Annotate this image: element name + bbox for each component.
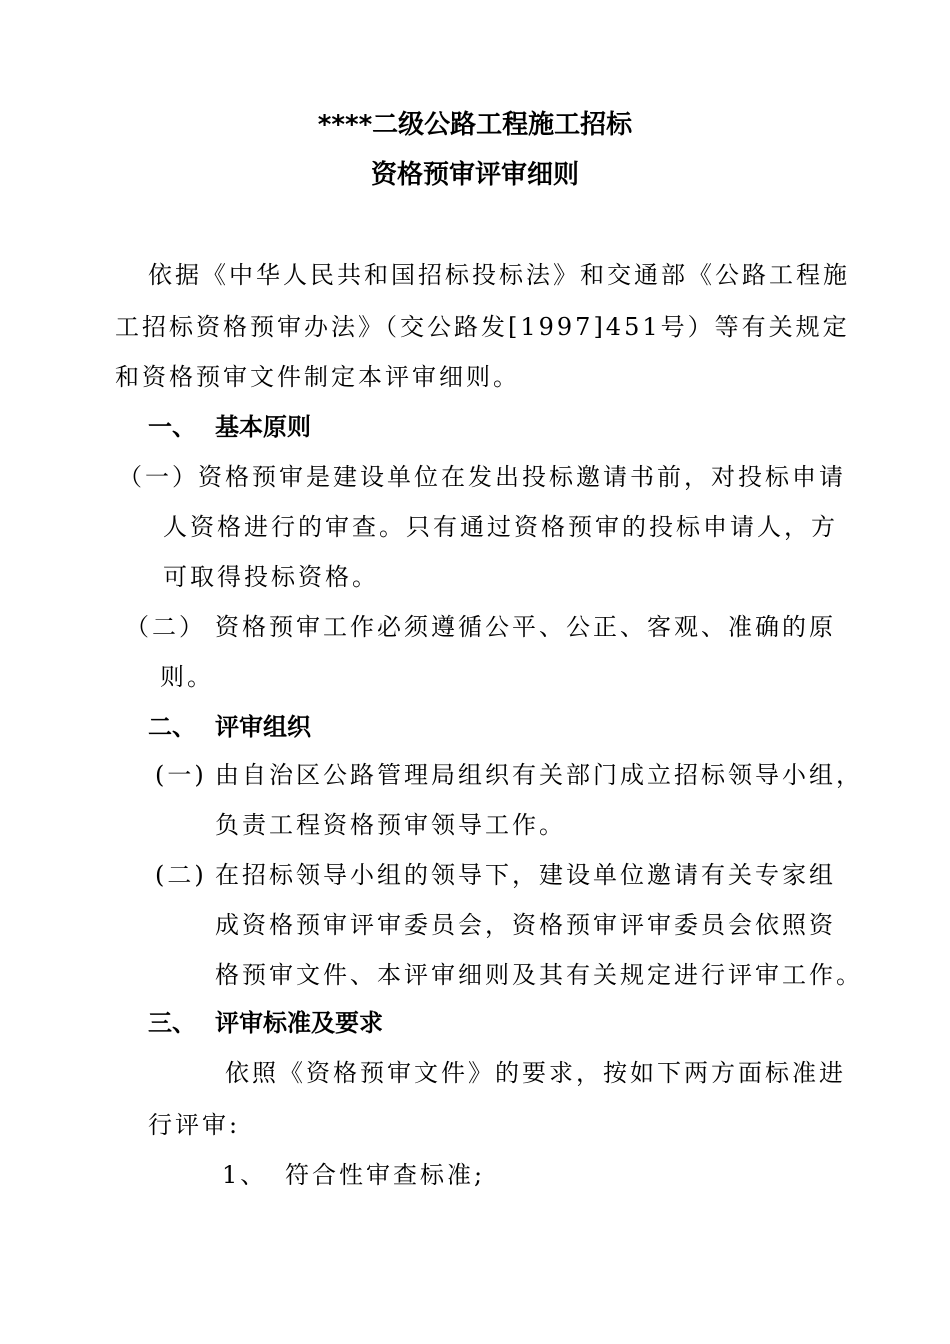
section-1-item-2-number: （二） — [125, 613, 206, 641]
section-2-title: 评审组织 — [215, 713, 311, 741]
section-1-item-2-line-2: 则。 — [160, 663, 214, 691]
section-1-item-2-line-1: 资格预审工作必须遵循公平、公正、客观、准确的原 — [215, 613, 836, 641]
section-2-item-1-number: (一) — [155, 761, 207, 789]
intro-line-2: 工招标资格预审办法》（交公路发[1997]451号）等有关规定 — [115, 313, 850, 341]
section-3-intro-line-2: 行评审: — [148, 1111, 241, 1139]
section-3-intro-line-1: 依照《资格预审文件》的要求，按如下两方面标准进 — [225, 1059, 846, 1087]
section-2-item-2-line-2: 成资格预审评审委员会，资格预审评审委员会依照资 — [215, 911, 836, 939]
section-1-title: 基本原则 — [215, 413, 311, 441]
section-3-sub-1-text: 符合性审查标准; — [285, 1161, 486, 1189]
section-1-number: 一、 — [148, 413, 196, 441]
section-2-item-1-line-1: 由自治区公路管理局组织有关部门成立招标领导小组， — [215, 761, 863, 789]
section-2-number: 二、 — [148, 713, 196, 741]
section-3-sub-1-number: 1、 — [222, 1161, 268, 1189]
section-1-item-1-line-3: 可取得投标资格。 — [163, 563, 379, 591]
document-title-line-1: ****二级公路工程施工招标 — [317, 110, 633, 140]
section-3-title: 评审标准及要求 — [215, 1009, 383, 1037]
intro-line-3: 和资格预审文件制定本评审细则。 — [115, 363, 520, 391]
section-2-item-1-line-2: 负责工程资格预审领导工作。 — [215, 811, 566, 839]
section-1-item-1-line-2: 人资格进行的审查。只有通过资格预审的投标申请人，方 — [163, 513, 838, 541]
section-1-item-1-number: （一） — [118, 463, 199, 491]
section-3-number: 三、 — [148, 1009, 196, 1037]
section-2-item-2-line-1: 在招标领导小组的领导下，建设单位邀请有关专家组 — [215, 861, 836, 889]
section-2-item-2-line-3: 格预审文件、本评审细则及其有关规定进行评审工作。 — [215, 961, 863, 989]
document-title-line-2: 资格预审评审细则 — [370, 160, 579, 190]
section-2-item-2-number: (二) — [155, 861, 207, 889]
intro-line-1: 依据《中华人民共和国招标投标法》和交通部《公路工程施 — [148, 261, 850, 289]
section-1-item-1-line-1: 资格预审是建设单位在发出投标邀请书前，对投标申请 — [198, 463, 846, 491]
